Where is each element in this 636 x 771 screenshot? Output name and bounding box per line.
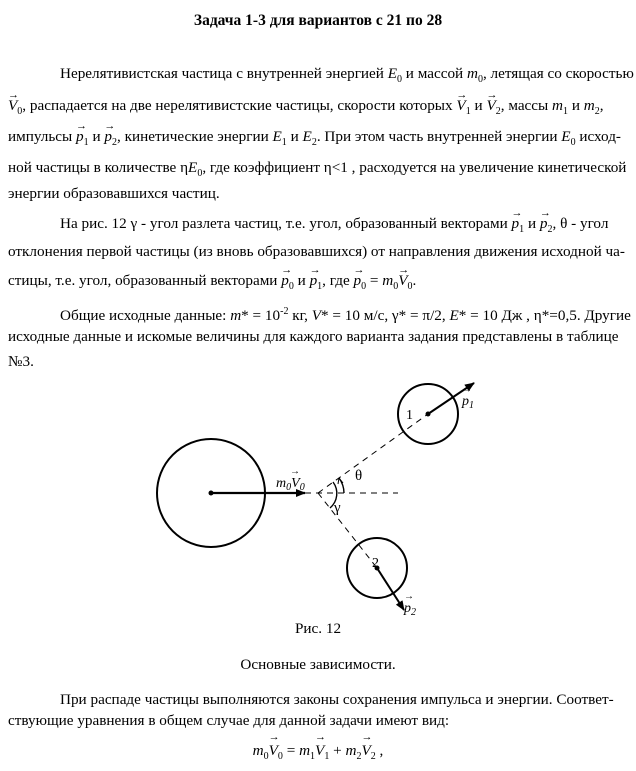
p1-line-2: → $V_0$, распадается на две нерелятивистские частицы, скорости которых → $V_1$ $и \to V_2$, массы $m_1$ и $m_2$, [8,96,604,122]
p3-line-1: Общие исходные данные: $m* = 10^{-2}$ кг, V* = 10 м/с, γ* = π/2, E* = 10 Дж , η*=0,5. Другие [60,306,631,325]
label-gamma: γ [334,500,341,516]
p2-line-1: На рис. 12 γ - угол разлета частиц, т.е. угол, образованный векторами → $p_1$ $и \to p_2$, θ - угол [60,214,608,240]
label-p1: $p_1$ [462,394,474,411]
p1-line-4: ной частицы в количестве $\eta E_0$, где коэффициент η<1 , расходуется на увеличение кинетической [8,159,627,180]
label-m0v0: $m_0V_0$ [276,476,305,493]
dashed-line-particle-1 [318,414,428,493]
label-p2-arrow: → [404,591,414,602]
label-p2: $p_2$ [404,601,416,618]
label-theta: θ [355,468,363,484]
label-particle-2: 2 [372,556,379,571]
p1-line-5: энергии образовавшихся частиц. [8,185,220,202]
decay-diagram [0,370,636,630]
theta-arc [339,478,344,493]
p2-line-2: отклонения первой частицы (из вновь образовавшихся) от направления движения исходной ча- [8,243,625,260]
label-particle-1: 1 [406,408,413,423]
p4-line-1: При распаде частицы выполняются законы сохранения импульса и энергии. Соответ- [60,691,614,708]
momentum-p2-arrow [377,568,404,610]
p3-line-3: №3. [8,353,34,370]
p3-line-2: исходные данные и искомые величины для каждого варианта задания представлены в таблице [8,328,619,345]
momentum-equation: $m_0\to V_0 = m_1\to V_1 + m_2\to V_2$ , [0,742,636,762]
dashed-line-particle-2 [318,493,377,568]
label-p1-arrow: → [462,384,472,395]
page-title: Задача 1-3 для вариантов с 21 по 28 [193,12,443,29]
p4-line-2: ствующие уравнения в общем случае для данной задачи имеют вид: [8,712,450,729]
p1-line-1: Нерелятивистская частица с внутренней энергией $E_0$ и массой $m_0$, летящая со скоростью [60,65,634,86]
figure-caption: Рис. 12 [294,620,342,637]
p1-line-3: импульсы → $p_1$ $и \to p_2$, кинетические энергии $E_1$ и $E_2$. При этом часть внутренней энергии $E_0$ исход- [8,127,621,153]
label-m0v0-arrow: → [290,466,300,477]
section-title: Основные зависимости. [240,656,396,673]
p2-line-3: стицы, т.е. угол, образованный векторами → $p_0$ $и \to p_1$, где → $p_0 = m_0\to V_0$. [8,271,416,297]
